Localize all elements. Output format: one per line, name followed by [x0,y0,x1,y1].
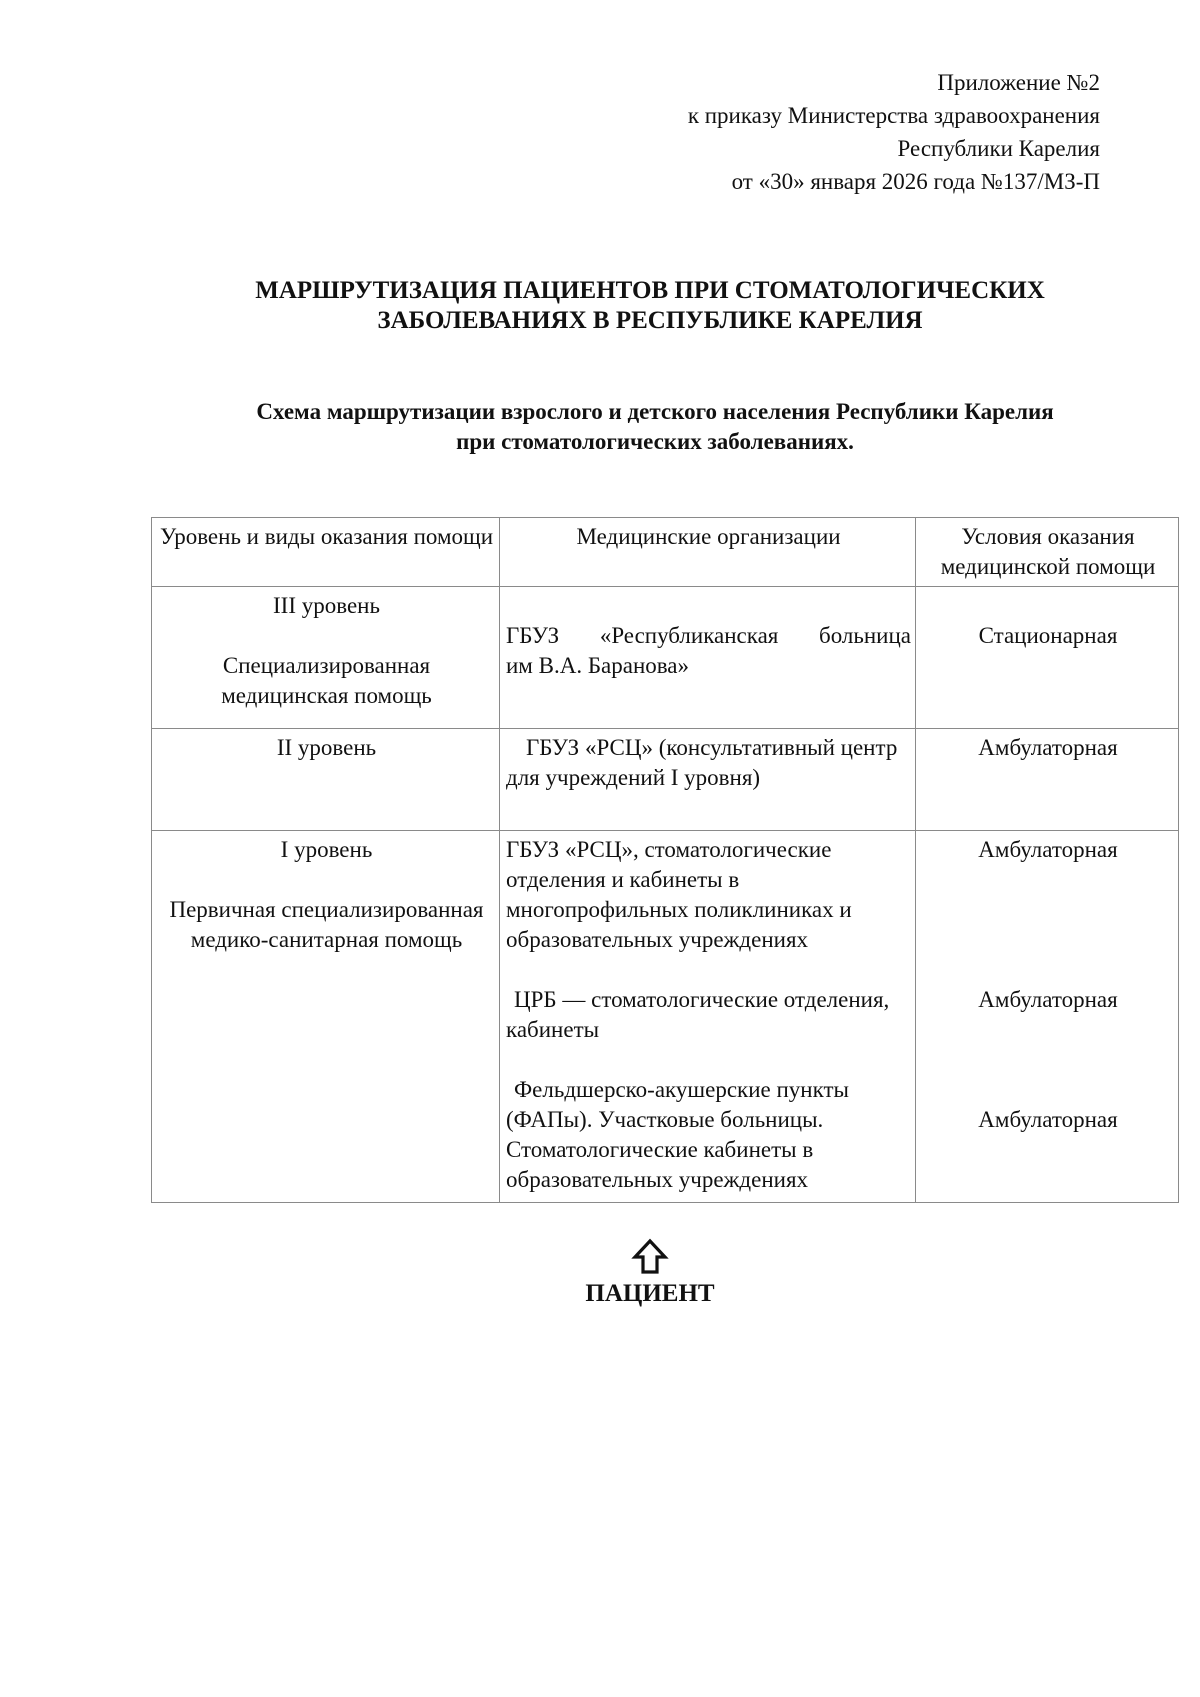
table-row [152,587,1179,729]
condition-value: Амбулаторная [978,837,1118,862]
table-row [152,831,1179,1203]
table-row [152,729,1179,831]
subtitle-line-1: Схема маршрутизации взрослого и детского населения Республики Карелия [256,399,1054,424]
annex-order-date: от «30» января 2026 года №137/МЗ-П [731,169,1100,194]
care-type: Первичная специализированная медико-санитарная помощь [169,897,484,952]
condition-cell [916,831,1179,1203]
organization-name: ГБУЗ «РСЦ» (консультативный центр для учреждений I уровня) [506,735,898,790]
organization-name-part1: ГБУЗ «Республиканская больница [506,623,911,648]
condition-value: Амбулаторная [978,735,1118,760]
level-name: III уровень [273,593,380,618]
level-cell [152,587,500,729]
organization-cell [500,587,916,729]
header-level: Уровень и виды оказания помощи [152,518,500,587]
level-cell [152,831,500,1203]
organization-name: ЦРБ — стоматологические отделения, кабинеты [506,987,890,1042]
header-conditions: Условия оказания медицинской помощи [916,518,1179,587]
condition-value: Амбулаторная [978,1107,1118,1132]
organization-cell [500,729,916,831]
annex-number: Приложение №2 [937,70,1100,95]
annex-header [460,66,1100,198]
annex-region: Республики Карелия [897,136,1100,161]
organization-name-part2: им В.А. Баранова» [506,653,690,678]
routing-table [151,517,1179,1203]
subtitle-line-2: при стоматологических заболеваниях. [456,429,854,454]
document-subtitle [140,397,1170,457]
document-title [140,276,1160,336]
level-name: II уровень [276,735,377,760]
title-line-2: ЗАБОЛЕВАНИЯХ В РЕСПУБЛИКЕ КАРЕЛИЯ [377,307,923,334]
up-arrow-icon [630,1238,670,1276]
patient-label: ПАЦИЕНТ [585,1280,715,1307]
organization-cell [500,831,916,1203]
care-type: Специализированная медицинская помощь [221,653,432,708]
condition-cell [916,587,1179,729]
header-organizations: Медицинские организации [500,518,916,587]
title-line-1: МАРШРУТИЗАЦИЯ ПАЦИЕНТОВ ПРИ СТОМАТОЛОГИЧЕСКИХ [255,277,1045,304]
organization-name: ГБУЗ «РСЦ», стоматологические отделения и кабинеты в многопрофильных поликлиниках и образовательных учреждениях [506,837,852,952]
level-name: I уровень [280,837,373,862]
condition-value: Амбулаторная [978,987,1118,1012]
table-header-row [152,518,1179,587]
organization-name: Фельдшерско-акушерские пункты (ФАПы). Участковые больницы. Стоматологические кабинеты в образовательных учреждениях [506,1077,849,1192]
level-cell [152,729,500,831]
annex-order-ref: к приказу Министерства здравоохранения [687,103,1100,128]
condition-value: Стационарная [978,623,1118,648]
condition-cell [916,729,1179,831]
patient-block [0,1238,1200,1310]
